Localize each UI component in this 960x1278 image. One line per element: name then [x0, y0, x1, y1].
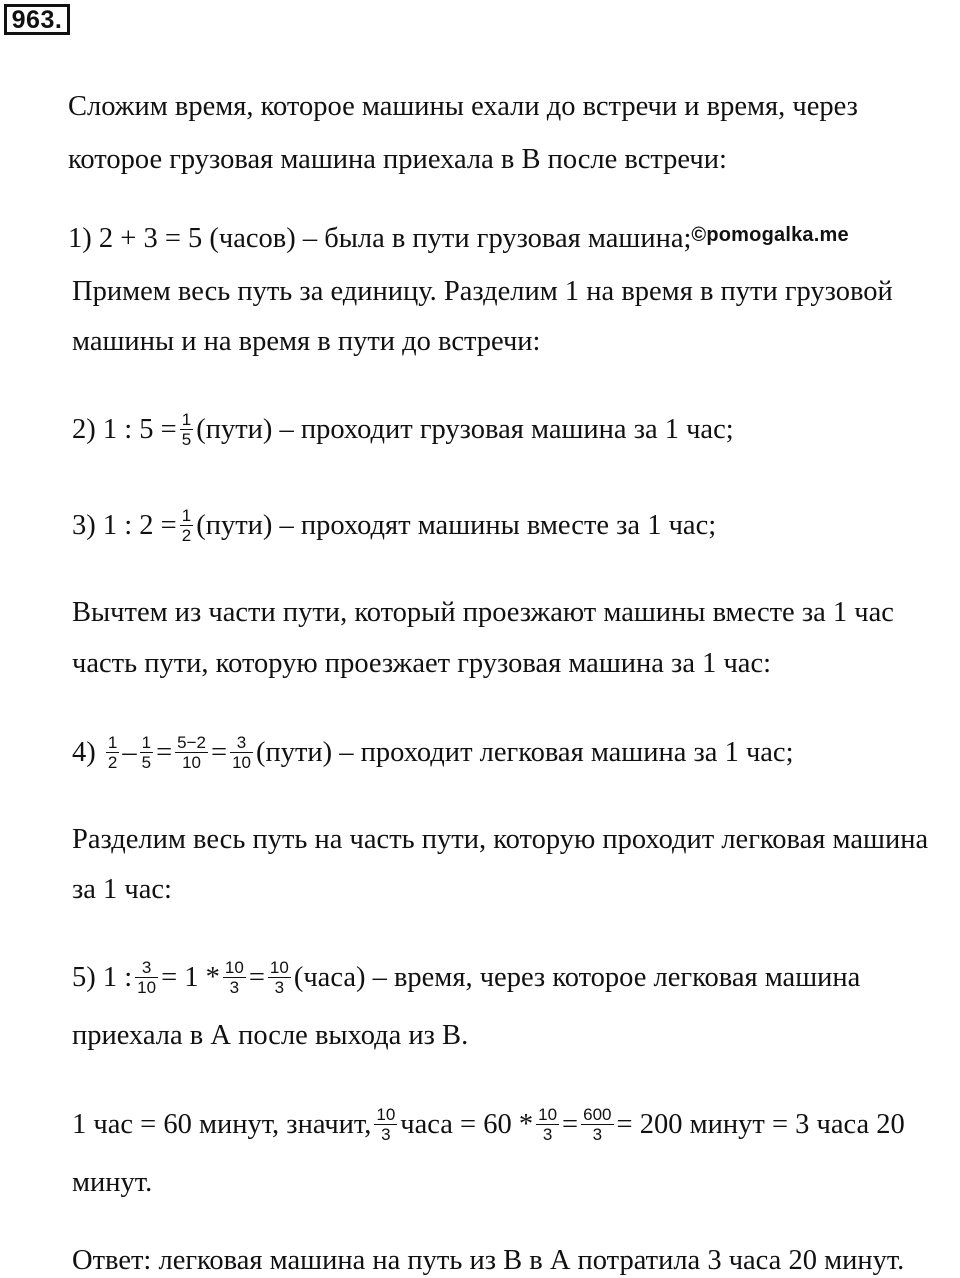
paragraph-2-line-2: машины и на время в пути до встречи: — [72, 326, 541, 357]
paragraph-3-line-1: Вычтем из части пути, который проезжают машины вместе за 1 час — [72, 597, 894, 628]
intro-line-2: которое грузовая машина приехала в В после встречи: — [68, 144, 727, 175]
fraction-numerator: 1 — [181, 506, 192, 525]
fraction-denominator: 3 — [592, 1125, 603, 1144]
step-1-text: 1) 2 + 3 = 5 (часов) – была в пути грузовая машина; — [68, 223, 692, 254]
fraction-denominator: 2 — [181, 526, 192, 545]
equals-sign: = — [562, 1109, 579, 1141]
fraction-numerator: 3 — [230, 733, 253, 753]
step-5-rest: (часа) – время, через которое легковая машина — [293, 962, 861, 994]
step-3 — [72, 508, 716, 547]
paragraph-3-line-2: часть пути, которую проезжает грузовая машина за 1 час: — [72, 648, 772, 679]
step-5-lead: 5) 1 : — [72, 962, 133, 994]
step-3-lead: 3) 1 : 2 = — [72, 510, 177, 542]
step-2-lead: 2) 1 : 5 = — [72, 414, 177, 446]
fraction-10-3 — [374, 1105, 397, 1144]
step-6-multiply: часа = 60 * — [400, 1109, 534, 1141]
equals-sign: = — [156, 737, 173, 769]
step-6 — [72, 1107, 905, 1146]
fraction-numerator: 10 — [538, 1105, 558, 1124]
fraction-denominator: 5 — [181, 430, 192, 449]
fraction-denominator: 3 — [381, 1125, 391, 1144]
fraction-numerator: 10 — [269, 958, 289, 977]
fraction-1-2 — [106, 733, 119, 772]
step-5-line-2: приехала в А после выхода из В. — [72, 1020, 469, 1051]
fraction-denominator: 3 — [229, 978, 240, 997]
fraction-numerator: 600 — [583, 1105, 612, 1124]
fraction-denominator: 10 — [137, 978, 157, 997]
fraction-1-5 — [180, 410, 193, 449]
fraction-10-3 — [536, 1105, 559, 1144]
watermark: ©pomogalka.me — [691, 224, 849, 246]
answer-line: Ответ: легковая машина на путь из В в А потратила 3 часа 20 минут. — [72, 1245, 905, 1276]
fraction-denominator: 10 — [232, 753, 251, 772]
fraction-numerator: 1 — [107, 733, 118, 752]
fraction-600-3 — [581, 1105, 613, 1144]
fraction-denominator: 3 — [542, 1125, 553, 1144]
fraction-denominator: 10 — [182, 753, 202, 772]
step-2 — [72, 412, 734, 451]
step-2-rest: (пути) – проходит грузовая машина за 1 час; — [196, 414, 734, 446]
step-4 — [72, 735, 794, 774]
step-5-multiply: = 1 * — [161, 962, 220, 994]
fraction-1-5 — [140, 733, 153, 772]
fraction-3-10 — [135, 958, 158, 997]
step-6-lead: 1 час = 60 минут, значит, — [72, 1109, 372, 1141]
paragraph-2-line-1: Примем весь путь за единицу. Разделим 1 на время в пути грузовой — [72, 276, 893, 307]
intro-line-1: Сложим время, которое машины ехали до встречи и время, через — [68, 91, 858, 122]
equals-sign: = — [248, 962, 265, 994]
step-5 — [72, 960, 860, 999]
step-4-lead: 4) — [72, 737, 96, 769]
equals-sign: = — [210, 737, 228, 769]
fraction-denominator: 2 — [107, 753, 118, 772]
task-number: 963. — [4, 4, 70, 35]
fraction-numerator: 10 — [224, 958, 244, 977]
fraction-numerator: 5−2 — [177, 733, 206, 752]
paragraph-4-line-2: за 1 час: — [72, 874, 172, 905]
fraction-denominator: 5 — [141, 753, 152, 772]
fraction-1-2 — [180, 506, 193, 545]
minus-sign: – — [122, 737, 137, 769]
fraction-10-3 — [268, 958, 291, 997]
fraction-numerator: 1 — [141, 733, 152, 752]
step-1 — [68, 222, 849, 258]
fraction-3-10 — [230, 733, 253, 772]
fraction-numerator: 3 — [135, 958, 158, 978]
fraction-5-minus-2-over-10 — [175, 733, 208, 772]
fraction-denominator: 3 — [274, 978, 285, 997]
step-6-line-2: минут. — [72, 1167, 153, 1198]
fraction-numerator: 1 — [181, 410, 192, 429]
step-6-rest: = 200 минут = 3 часа 20 — [616, 1109, 905, 1141]
step-3-rest: (пути) – проходят машины вместе за 1 час; — [196, 510, 717, 542]
fraction-10-3 — [223, 958, 246, 997]
fraction-numerator: 10 — [376, 1105, 396, 1124]
step-4-rest: (пути) – проходит легковая машина за 1 час; — [255, 737, 794, 769]
paragraph-4-line-1: Разделим весь путь на часть пути, которую проходит легковая машина — [72, 824, 929, 855]
